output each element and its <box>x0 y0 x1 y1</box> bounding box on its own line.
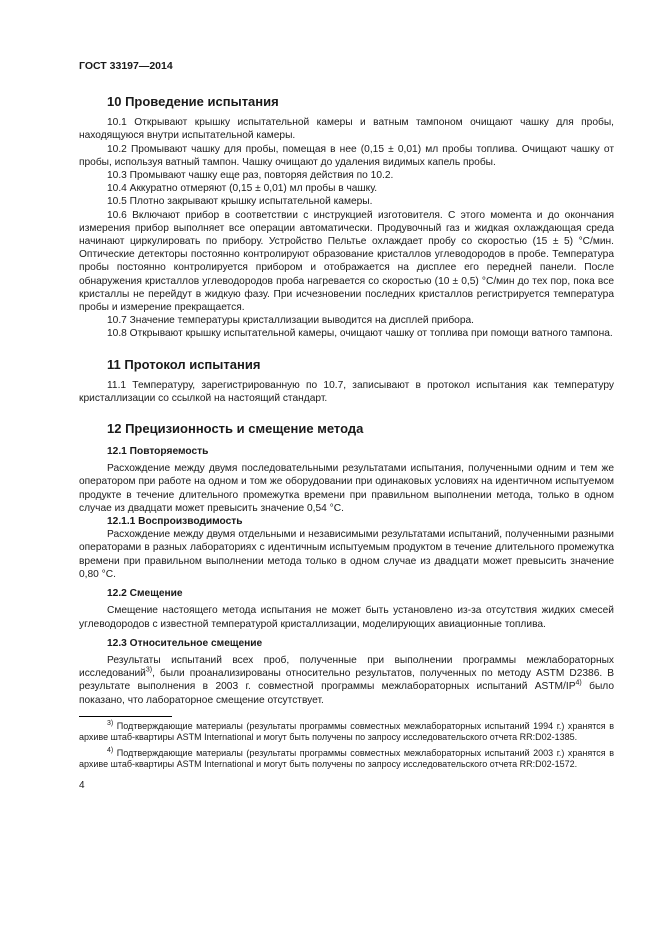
paragraph-10-3: 10.3 Промывают чашку еще раз, повторяя действия по 10.2. <box>107 170 394 182</box>
paragraph-10-1: 10.1 Открывают крышку испытательной камеры и ватным тампоном очищают чашку для пробы, находящуюся внутри испытательной камеры. <box>79 117 614 142</box>
footnote-3 <box>79 721 614 744</box>
page-number: 4 <box>79 780 85 792</box>
section-10-body <box>79 116 614 340</box>
document-page <box>79 60 614 793</box>
footnote-4 <box>79 748 614 771</box>
paragraph-10-2: 10.2 Промывают чашку для пробы, помещая в нее (0,15 ± 0,01) мл пробы топлива. Очищают чашку от пробы, используя ватный тампон. Чашку очищают до удаления видимых капель пробы. <box>79 143 614 168</box>
paragraph-10-6: 10.6 Включают прибор в соответствии с инструкцией изготовителя. С этого момента и до окончания измерения прибор выполняет все операции автоматически. Продувочный газ и жидкая охлаждающая среда начинают циркулировать по прибору. Устройство Пельтье охлаждает пробу со скоростью (15 ± 5) °С/мин. Оптические детекторы постоянно контролируют образование кристаллов углеводородов в пробе. Температура пробы постоянно контролируется прибором и отображается на дисплее его передней панели. После обнаружения кристаллов углеводородов проба нагревается со скоростью (10 ± 0,5) °С/мин до тех пор, пока все кристаллы не перейдут в жидкую фазу. При исчезновении последних кристаллов регистрируется температура пробы и измерение прекращается. <box>79 209 614 314</box>
paragraph-12-3-part-a: Результаты испытаний всех проб, полученные при выполнении программы межлабораторных исследований <box>79 654 614 680</box>
footnote-4-text: Подтверждающие материалы (результаты программы совместных межлабораторных испытаний 2003 г.) хранятся в архиве штаб-квартиры ASTM International и могут быть получены по запросу исследовательского отчета RR:D02-1572. <box>79 747 614 769</box>
footnotes <box>79 721 614 771</box>
paragraph-10-4: 10.4 Аккуратно отмеряют (0,15 ± 0,01) мл пробы в чашку. <box>107 183 378 195</box>
footnote-4-mark: 4) <box>107 746 114 754</box>
paragraph-12-1-1: Расхождение между двумя отдельными и независимыми результатами испытаний, полученными разными операторами в разных лабораториях с идентичным испытуемым продуктом в течение длительного промежутка времени при правильном выполнении метода только в одном случае из двадцати может превысить значение 0,80 °С. <box>79 529 614 580</box>
paragraph-10-7: 10.7 Значение температуры кристаллизации выводится на дисплей прибора. <box>107 315 474 327</box>
subsection-12-3-title: 12.3 Относительное смещение <box>107 637 263 649</box>
subsection-12-2-title: 12.2 Смещение <box>107 588 183 600</box>
footnote-divider <box>79 716 172 717</box>
paragraph-12-2: Смещение настоящего метода испытания не может быть установлено из-за отсутствия жидких смесей углеводородов с известной температурой кристаллизации, моделирующих авиационные топлива. <box>79 605 614 630</box>
footnote-3-mark: 3) <box>107 719 114 727</box>
section-11-body <box>79 379 614 405</box>
footnote-ref-4: 4) <box>575 679 582 687</box>
paragraph-12-3 <box>79 654 614 707</box>
subsection-12-1-1-title: 12.1.1 Воспроизводимость <box>107 516 243 528</box>
footnote-ref-3: 3) <box>145 666 153 674</box>
paragraph-10-5: 10.5 Плотно закрывают крышку испытательной камеры. <box>107 196 373 208</box>
section-11-title: 11 Протокол испытания <box>107 356 261 372</box>
section-10-title: 10 Проведение испытания <box>107 94 279 110</box>
paragraph-10-8: 10.8 Открывают крышку испытательной камеры, очищают чашку от топлива при помощи ватного тампона. <box>107 328 613 340</box>
subsection-12-1-title: 12.1 Повторяемость <box>107 446 209 458</box>
paragraph-11-1: 11.1 Температуру, зарегистрированную по 10.7, записывают в протокол испытания как температуру кристаллизации со ссылкой на настоящий стандарт. <box>79 379 614 404</box>
document-code: ГОСТ 33197—2014 <box>79 60 173 72</box>
paragraph-12-3-part-b: , были проанализированы относительно результатов, полученных по методу ASTM D2386. В результате выполнения в 2003 г. совместной программы межлабораторных испытаний ASTM/IP <box>79 668 614 693</box>
paragraph-12-1: Расхождение между двумя последовательными результатами испытания, полученными одним и тем же оператором при работе на одном и том же оборудовании при одинаковых условиях на идентичном испытуемом продукте в течение длительного промежутка времени при правильном выполнении метода, только в одном случае из двадцати может превысить значение 0,54 °С. <box>79 463 614 514</box>
paragraph-12-3-part-c: было показано, что лабораторное смещение отсутствует. <box>79 681 614 706</box>
section-12-title: 12 Прецизионность и смещение метода <box>107 421 364 437</box>
footnote-3-text: Подтверждающие материалы (результаты программы совместных межлабораторных испытаний 1994 г.) хранятся в архиве штаб-квартиры ASTM International и могут быть получены по запросу исследовательского отчета RR:D02-1385. <box>79 720 614 743</box>
